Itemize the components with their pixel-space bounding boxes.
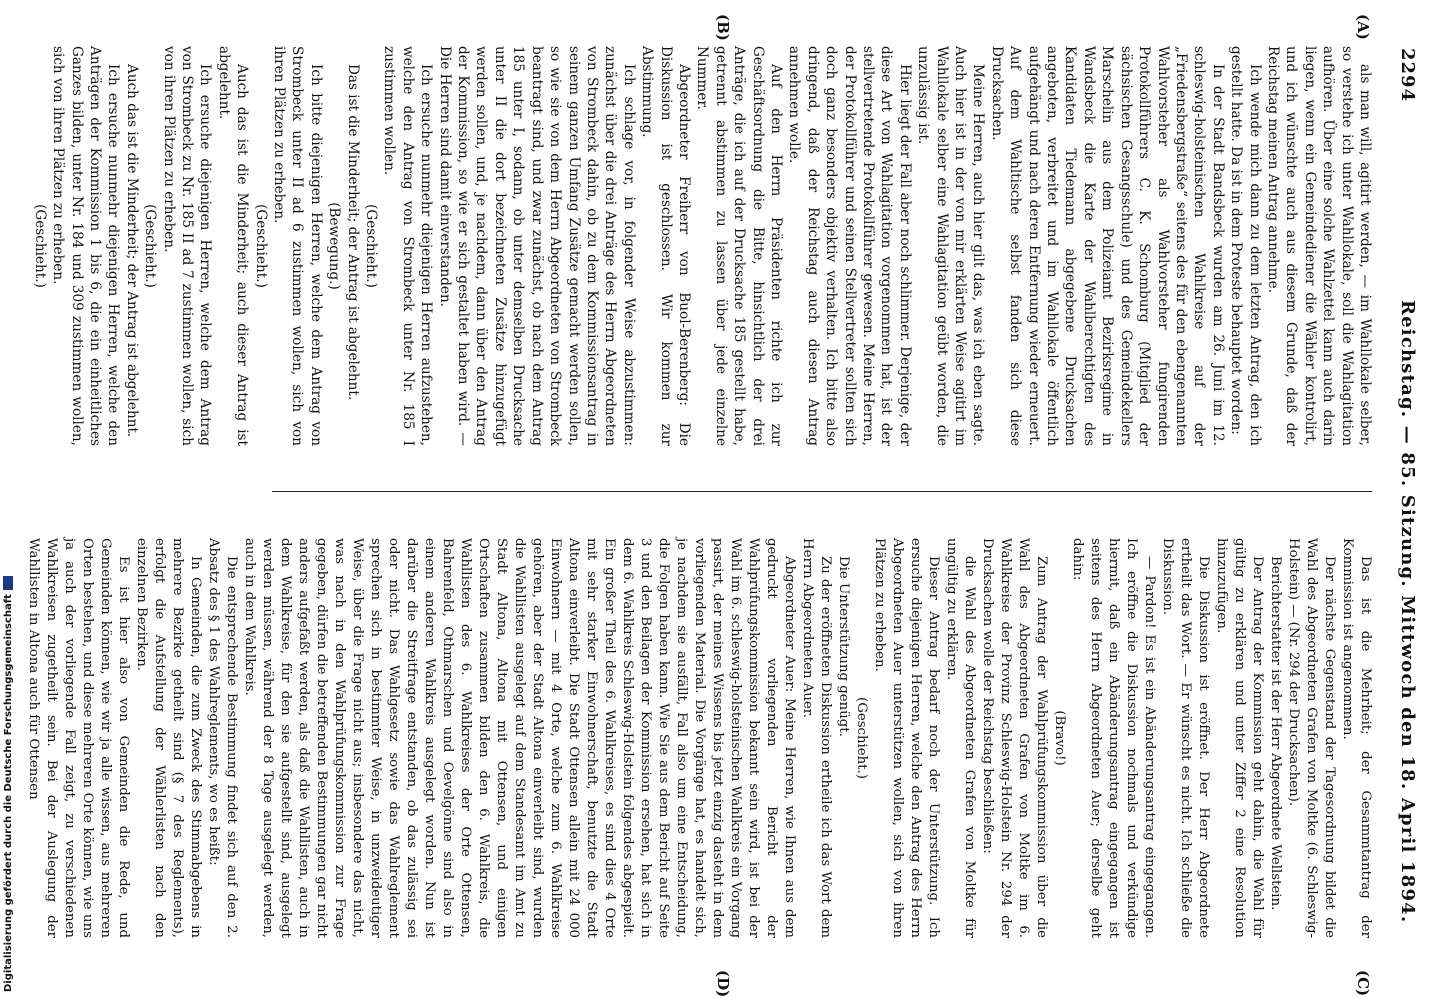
- paragraph: die Wahl des Abgeordneten Grafen von Moltke für ungültig zu erklären.: [944, 538, 977, 938]
- paragraph: Ich ersuche nunmehr diejenigen Herren, welche den Anträgen der Kommission 1 bis 6, die ein einheitliches Ganzes bilden, unter Nr. 184 und 309 zustimmen wollen, sich von ihren Plätzen zu erheben.: [50, 46, 122, 446]
- dfg-logo-icon: [3, 576, 13, 590]
- margin-marker-c: (C): [1354, 970, 1372, 997]
- paragraph: In Gemeinden, die zum Zweck des Stimmabgebens in mehrere Bezirke getheilt sind (§ 7 des Reglements), erfolgt die Aufstellung der Wählerlisten nach den einzelnen Bezirken.: [134, 538, 203, 938]
- paragraph: (Bravo!): [1052, 710, 1067, 766]
- paragraph: Das ist die Minderheit; der Antrag ist abgelehnt.: [344, 64, 361, 401]
- paragraph: Auch das ist die Minderheit; auch dieser Antrag ist abgelehnt.: [215, 46, 251, 446]
- paragraph: Der Antrag der Kommission geht dahin, die Wahl für gültig zu erklären und unter Ziffer 2 eine Resolution hinzuzufügen.: [1214, 538, 1265, 938]
- paragraph: Abgeordneter Freiherr von Buol-Berenberg: Die Diskussion ist geschlossen. Wir kommen zur Abstimmung.: [639, 46, 692, 446]
- paragraph: Auch das ist die Minderheit; der Antrag ist abgelehnt.: [123, 64, 140, 438]
- paragraph: (Bewegung.): [326, 202, 343, 290]
- paragraph: Abgeordneter Auer: Meine Herren, wie Ihnen aus dem gedruckt vorliegenden Bericht der Wahlprüfungskommission bekannt sein wird, ist bei der Wahl im 6. schleswig-holsteinischen Wahlkreis ein Vorgang passirt, der meines Wissens bis jetzt einzig dasteht in dem vorliegenden Material. Die Vorgänge hat, es handelt sich, je nachdem sie ausfällt, Fall also um eine Entscheidung, die Folgen haben kann. Wie Sie aus dem Bericht auf Seite 3 und den Beilagen der Kommission ersehen, hat sich in dem 6. Wahlkreis Schleswig-Holstein folgendes abgespielt. Ein großer Theil des 6. Wahlkreises, es sind dies 4 Orte mit sehr starker Einwohnerschaft, benutzte die Stadt Altona einverleibt. Die Stadt Ottensen allein mit 24 000 Einwohnern — mit 4 Orte, welche zum 6. Wahlkreise gehören, aber der Stadt Altona einverleibt sind, wurden die Wahllisten ausgelegt auf dem Standesamt im Amt zu Stadt Altona, Altona mit Ottensen, und einigen Ortschaften zusammen bilden den 6. Wahlkreis, die Wahllisten des 6. Wahlkreises der Orte Ottensen, Bahrenfeld, Othmarschen und Oevelgönne sind also in einem anderen Wahlkreis ausgelegt worden. Nun ist darüber die Streitfrage entstanden, ob das zulässig sei oder nicht. Das Wahlgesetz sowie das Wahlreglement sprechen sich in bestimmter Weise, in unzweideutiger Weise, über die Frage nicht aus; insbesondere das nicht, was nach in den Wahlprüfungskommission zur Frage gegeben, dürfen die betreffenden Bestimmungen gar nicht anders aufgefaßt werden, als daß die Wahllisten, auch in dem Wahlkreise, für den sie aufgestellt sind, ausgelegt werden müssen, während der 8 Tage ausgelegt werden, auch in dem Wahlkreis.: [242, 538, 797, 938]
- paragraph: Es ist hier also von Gemeinden die Rede, und Gemeinden können, wie wir ja alle wissen, aus mehreren Orten bestehen, und diese mehreren Orte können, wie uns ja auch der vorliegende Fall zeigt, zu verschiedenen Wahlkreisen zugetheilt sein. Bei der Auslegung der Wahllisten in Altona auch für Ottensen: [26, 538, 131, 938]
- paragraph: (Geschieht.): [252, 204, 269, 288]
- paragraph: — Pardon! Es ist ein Abänderungsantrag eingegangen. Ich eröffne die Diskussion nochmals und verkündige hiermit, daß ein Abänderungsantrag eingegangen ist seitens des Herrn Abgeordneten Auer; derselbe geht dahin:: [1070, 538, 1157, 938]
- margin-marker-d: (D): [714, 970, 732, 998]
- paragraph: Ich wende mich dann zu dem letzten Antrag, den ich gestellt hatte. Da ist in dem Proteste behauptet worden:: [1228, 46, 1263, 446]
- paragraph: Ich ersuche diejenigen Herren, welche dem Antrag von Strombeck zu Nr. 185 II ad 7 zustimmen wollen, sich von ihren Plätzen zu erheben.: [160, 46, 214, 446]
- page-header-title: Reichstag. — 85. Sitzung. Mittwoch den 18. April 1894.: [1397, 300, 1418, 924]
- left-column: [30, 46, 1374, 446]
- margin-marker-b: (B): [714, 14, 732, 41]
- digitization-footer: [3, 576, 14, 992]
- paragraph: Die entsprechende Bestimmung findet sich auf den 2. Absatz des § 1 des Wahlreglements, wo es heißt:: [206, 538, 239, 938]
- margin-marker-a: (A): [1354, 14, 1372, 40]
- paragraph: (Geschieht.): [31, 204, 48, 288]
- paragraph: Ich schlage vor, in folgender Weise abzustimmen: zunächst über die drei Anträge des Herrn Abgeordneten von Strombeck dahin, ob zu dem Kommissionsantrag in seinem ganzen Umfang Zusätze gemacht werden sollen, so wie sie von dem Herrn Abgeordneten von Strombeck beantragt sind, und zwar zunächst, ob nach dem Antrag 185 unter I, sodann, ob unter demselben Drucksache unter II die dort bezeichneten Zusätze hinzugefügt werden sollen, und, je nachdem, dann über den Antrag der Kommission, so wie er sich gestaltet haben wird. — Die Herren sind damit einverstanden.: [436, 46, 637, 446]
- footer-text: Digitalisierung gefördert durch die Deutsche Forschungsgemeinschaft: [3, 594, 14, 992]
- paragraph: Meine Herren, auch hier gilt das, was ich eben sagte. Auch hier ist in der von mir erklärten Weise agitirt im Wahllokale selber eine Wahlagitation geübt worden, die unzulässig ist.: [915, 46, 987, 446]
- paragraph: Die Diskussion ist eröffnet. Der Herr Abgeordnete ertheilt das Wort. — Er wünscht es nicht. Ich schließe die Diskussion.: [1160, 538, 1211, 938]
- paragraph: als man will, agitirt werden, — im Wahllokale selber, so verstehe ich unter Wahllokale, soll die Wahlagitation aufhören. Über eine solche Wahlzettel kann auch darin liegen, wenn ein Gemeindediener die Wähler kontrolirt, und ich wünschte auch aus diesem Grunde, daß der Reichstag meinen Antrag annehme.: [1264, 46, 1373, 446]
- paragraph: Dieser Antrag bedarf noch der Unterstützung. Ich ersuche diejenigen Herren, welche den Antrag des Herrn Abgeordneten Auer unterstützen wollen, sich von ihren Plätzen zu erheben.: [872, 538, 941, 938]
- paragraph: Zum Antrag der Wahlprüfungskommission über die Wahl des Abgeordneten Grafen von Moltke im 6. Wahlkreise der Provinz Schleswig-Holstein Nr. 294 der Drucksachen wolle der Reichstag beschließen:: [980, 538, 1049, 938]
- paragraph: Ich bitte diejenigen Herren, welche dem Antrag von Strombeck unter II ad 6 zustimmen wollen, sich von ihren Plätzen zu erheben.: [271, 46, 324, 446]
- paragraph: (Geschieht.): [142, 204, 159, 288]
- right-column: [24, 538, 1374, 938]
- page-number: 2294: [1397, 48, 1418, 103]
- paragraph: Ich ersuche nunmehr diejenigen Herren aufzustehen, welche den Antrag von Strombeck unter Nr. 185 I zustimmen wollen.: [381, 46, 435, 446]
- paragraph: Die Unterstützung genügt.: [836, 556, 851, 737]
- paragraph: Auf den Herrn Präsidenten richte ich zur Geschäftsordnung die Bitte, hinsichtlich der drei Anträge, die ich auf der Drucksache 185 gestellt habe, getrennt abstimmen zu lassen über jede einzelne Nummer.: [694, 46, 784, 446]
- paragraph: Das ist die Mehrheit; der Gesammtantrag der Kommission ist angenommen.: [1340, 538, 1373, 938]
- paragraph: In der Stadt Bandsbeck wurden am 26. Juni im 12. schleswig-holsteinischen Wahlkreise auf der „Friedensbergstraße“ seitens des für den ebengenannten Wahlvorsteher als Wahlvorsteher fungirenden Protokollführers C. K. Schomburg (Mitglied der sächsischen Gesangsschule) und des Gemeindekellers Marschelin aus dem Polizeiamt Bezirksregime in Wandsbeck die Karte der Wahlberechtigten des Kandidaten Tiedemann abgegebene Drucksachen angeboten, verbreitet und im Wahllokale öffentlich aufgehängt und nach deren Entfernung wieder erneuert. Auf dem Wahltische selbst fanden sich diese Drucksachen.: [988, 46, 1226, 446]
- paragraph: Hier liegt der Fall aber noch schlimmer. Derjenige, der diese Art von Wahlagitation vorgenommen hat, ist der stellvertretende Protokollführer gewesen. Meine Herren, der Protokollführer und seinen Stellvertreter sollten sich doch ganz besonders objektiv verhalten. Ich bitte also dringend, daß der Reichstag auch diesen Antrag annehmen wolle.: [786, 46, 913, 446]
- column-divider: [272, 491, 1372, 492]
- paragraph: (Geschieht.): [854, 697, 869, 779]
- paragraph: Berichterstatter ist der Herr Abgeordnete Wellstein.: [1268, 556, 1283, 911]
- paragraph: (Geschieht.): [363, 204, 380, 288]
- paragraph: Zu der eröffneten Diskussion ertheile ich das Wort dem Herrn Abgeordneten Auer.: [800, 538, 833, 938]
- paragraph: Der nächste Gegenstand der Tagesordnung bildet die Wahl des Abgeordneten Grafen von Moltke (6. Schleswig-Holstein) — (Nr. 294 der Drucksachen).: [1286, 538, 1337, 938]
